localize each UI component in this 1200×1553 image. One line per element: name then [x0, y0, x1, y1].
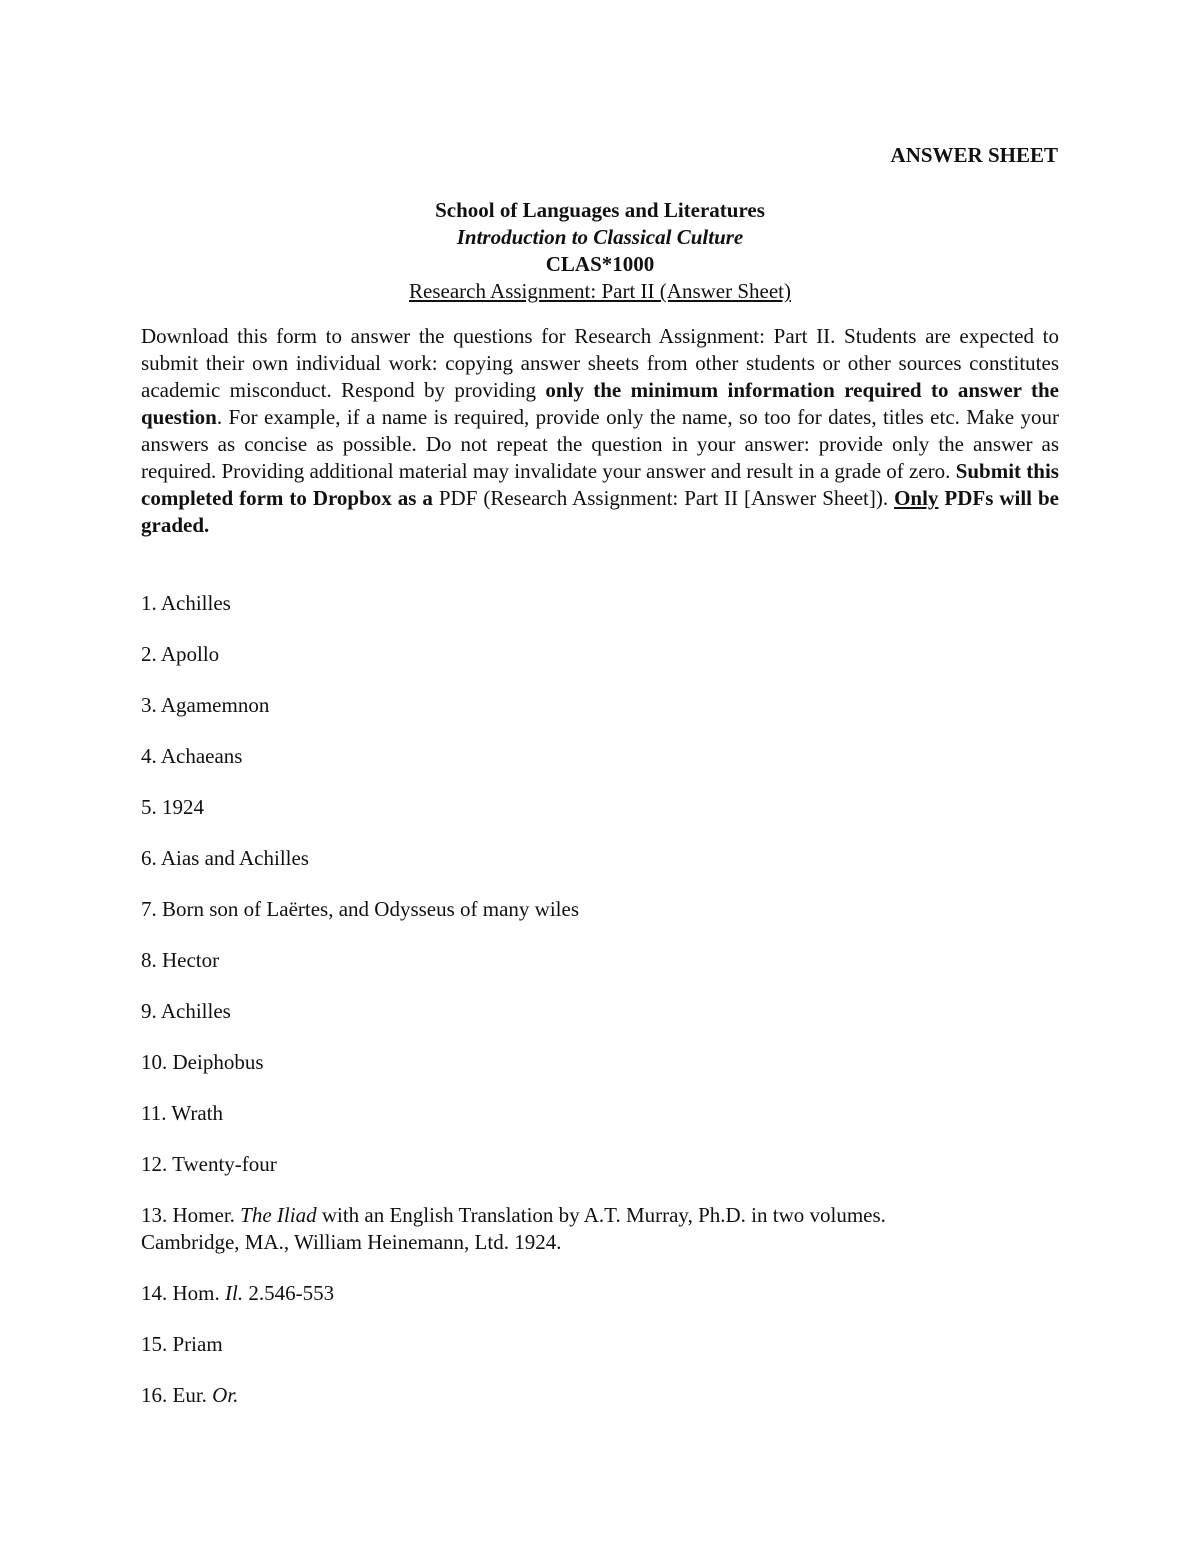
- answer-2: 2. Apollo: [141, 642, 220, 666]
- answer-15: 15. Priam: [141, 1332, 223, 1356]
- instructions-only: Only: [894, 486, 939, 510]
- answer-14-suffix: 2.546-553: [243, 1281, 335, 1305]
- answer-13-title: The Iliad: [240, 1203, 317, 1227]
- instructions-paragraph: [141, 323, 1059, 539]
- answer-6: 6. Aias and Achilles: [141, 846, 309, 870]
- answer-12: 12. Twenty-four: [141, 1152, 277, 1176]
- answer-4: 4. Achaeans: [141, 744, 243, 768]
- answer-13-suffix: with an English Translation by A.T. Murray, Ph.D. in two volumes.: [316, 1203, 886, 1227]
- answer-14-abbr: Il.: [225, 1281, 244, 1305]
- answer-7: 7. Born son of Laërtes, and Odysseus of many wiles: [141, 897, 580, 921]
- instructions-bold-3: PDFs will be graded.: [141, 486, 1059, 537]
- answer-16: [141, 1382, 1059, 1409]
- instructions-text-3: (Research Assignment: Part II [Answer Sheet]).: [477, 486, 895, 510]
- document-header: [0, 197, 1200, 305]
- answer-8: 8. Hector: [141, 948, 220, 972]
- answer-14: [141, 1280, 1059, 1307]
- answer-13-line-1: [141, 1202, 1059, 1229]
- instructions-bold-1: only the minimum information required to answer the question: [141, 378, 1059, 429]
- instructions-pdf: PDF: [438, 486, 478, 510]
- answer-9: 9. Achilles: [141, 999, 231, 1023]
- answer-sheet-label: ANSWER SHEET: [890, 143, 1058, 167]
- answer-11: 11. Wrath: [141, 1101, 223, 1125]
- course-title: Introduction to Classical Culture: [456, 225, 744, 249]
- instructions-bold-2: Submit this completed form to Dropbox as a: [141, 459, 1059, 510]
- instructions-text-1: Download this form to answer the questions for Research Assignment: Part II. Students are expected to submit their own individual work: copying answer sheets from other students or other sources constitutes academic misconduct. Respond by providing: [141, 324, 1059, 402]
- school-name: School of Languages and Literatures: [435, 198, 765, 222]
- answer-13-line-2: Cambridge, MA., William Heinemann, Ltd. 1924.: [141, 1230, 562, 1254]
- answer-16-abbr: Or.: [212, 1383, 239, 1407]
- course-code: CLAS*1000: [545, 252, 655, 276]
- instructions-text-2: . For example, if a name is required, provide only the name, so too for dates, titles etc. Make your answers as concise as possible. Do not repeat the question in your answer: provide only the answer as required. Providing additional material may invalidate your answer and result in a grade of zero.: [141, 405, 1059, 483]
- assignment-title: Research Assignment: Part II (Answer Sheet): [409, 279, 791, 303]
- answer-13-prefix: 13. Homer.: [141, 1203, 241, 1227]
- answers-list: [141, 590, 1059, 1433]
- answer-5: 5. 1924: [141, 795, 204, 819]
- answer-14-prefix: 14. Hom.: [141, 1281, 225, 1305]
- answer-10: 10. Deiphobus: [141, 1050, 264, 1074]
- answer-1: 1. Achilles: [141, 591, 231, 615]
- answer-13: [141, 1202, 1059, 1256]
- answer-3: 3. Agamemnon: [141, 693, 270, 717]
- answer-16-prefix: 16. Eur.: [141, 1383, 213, 1407]
